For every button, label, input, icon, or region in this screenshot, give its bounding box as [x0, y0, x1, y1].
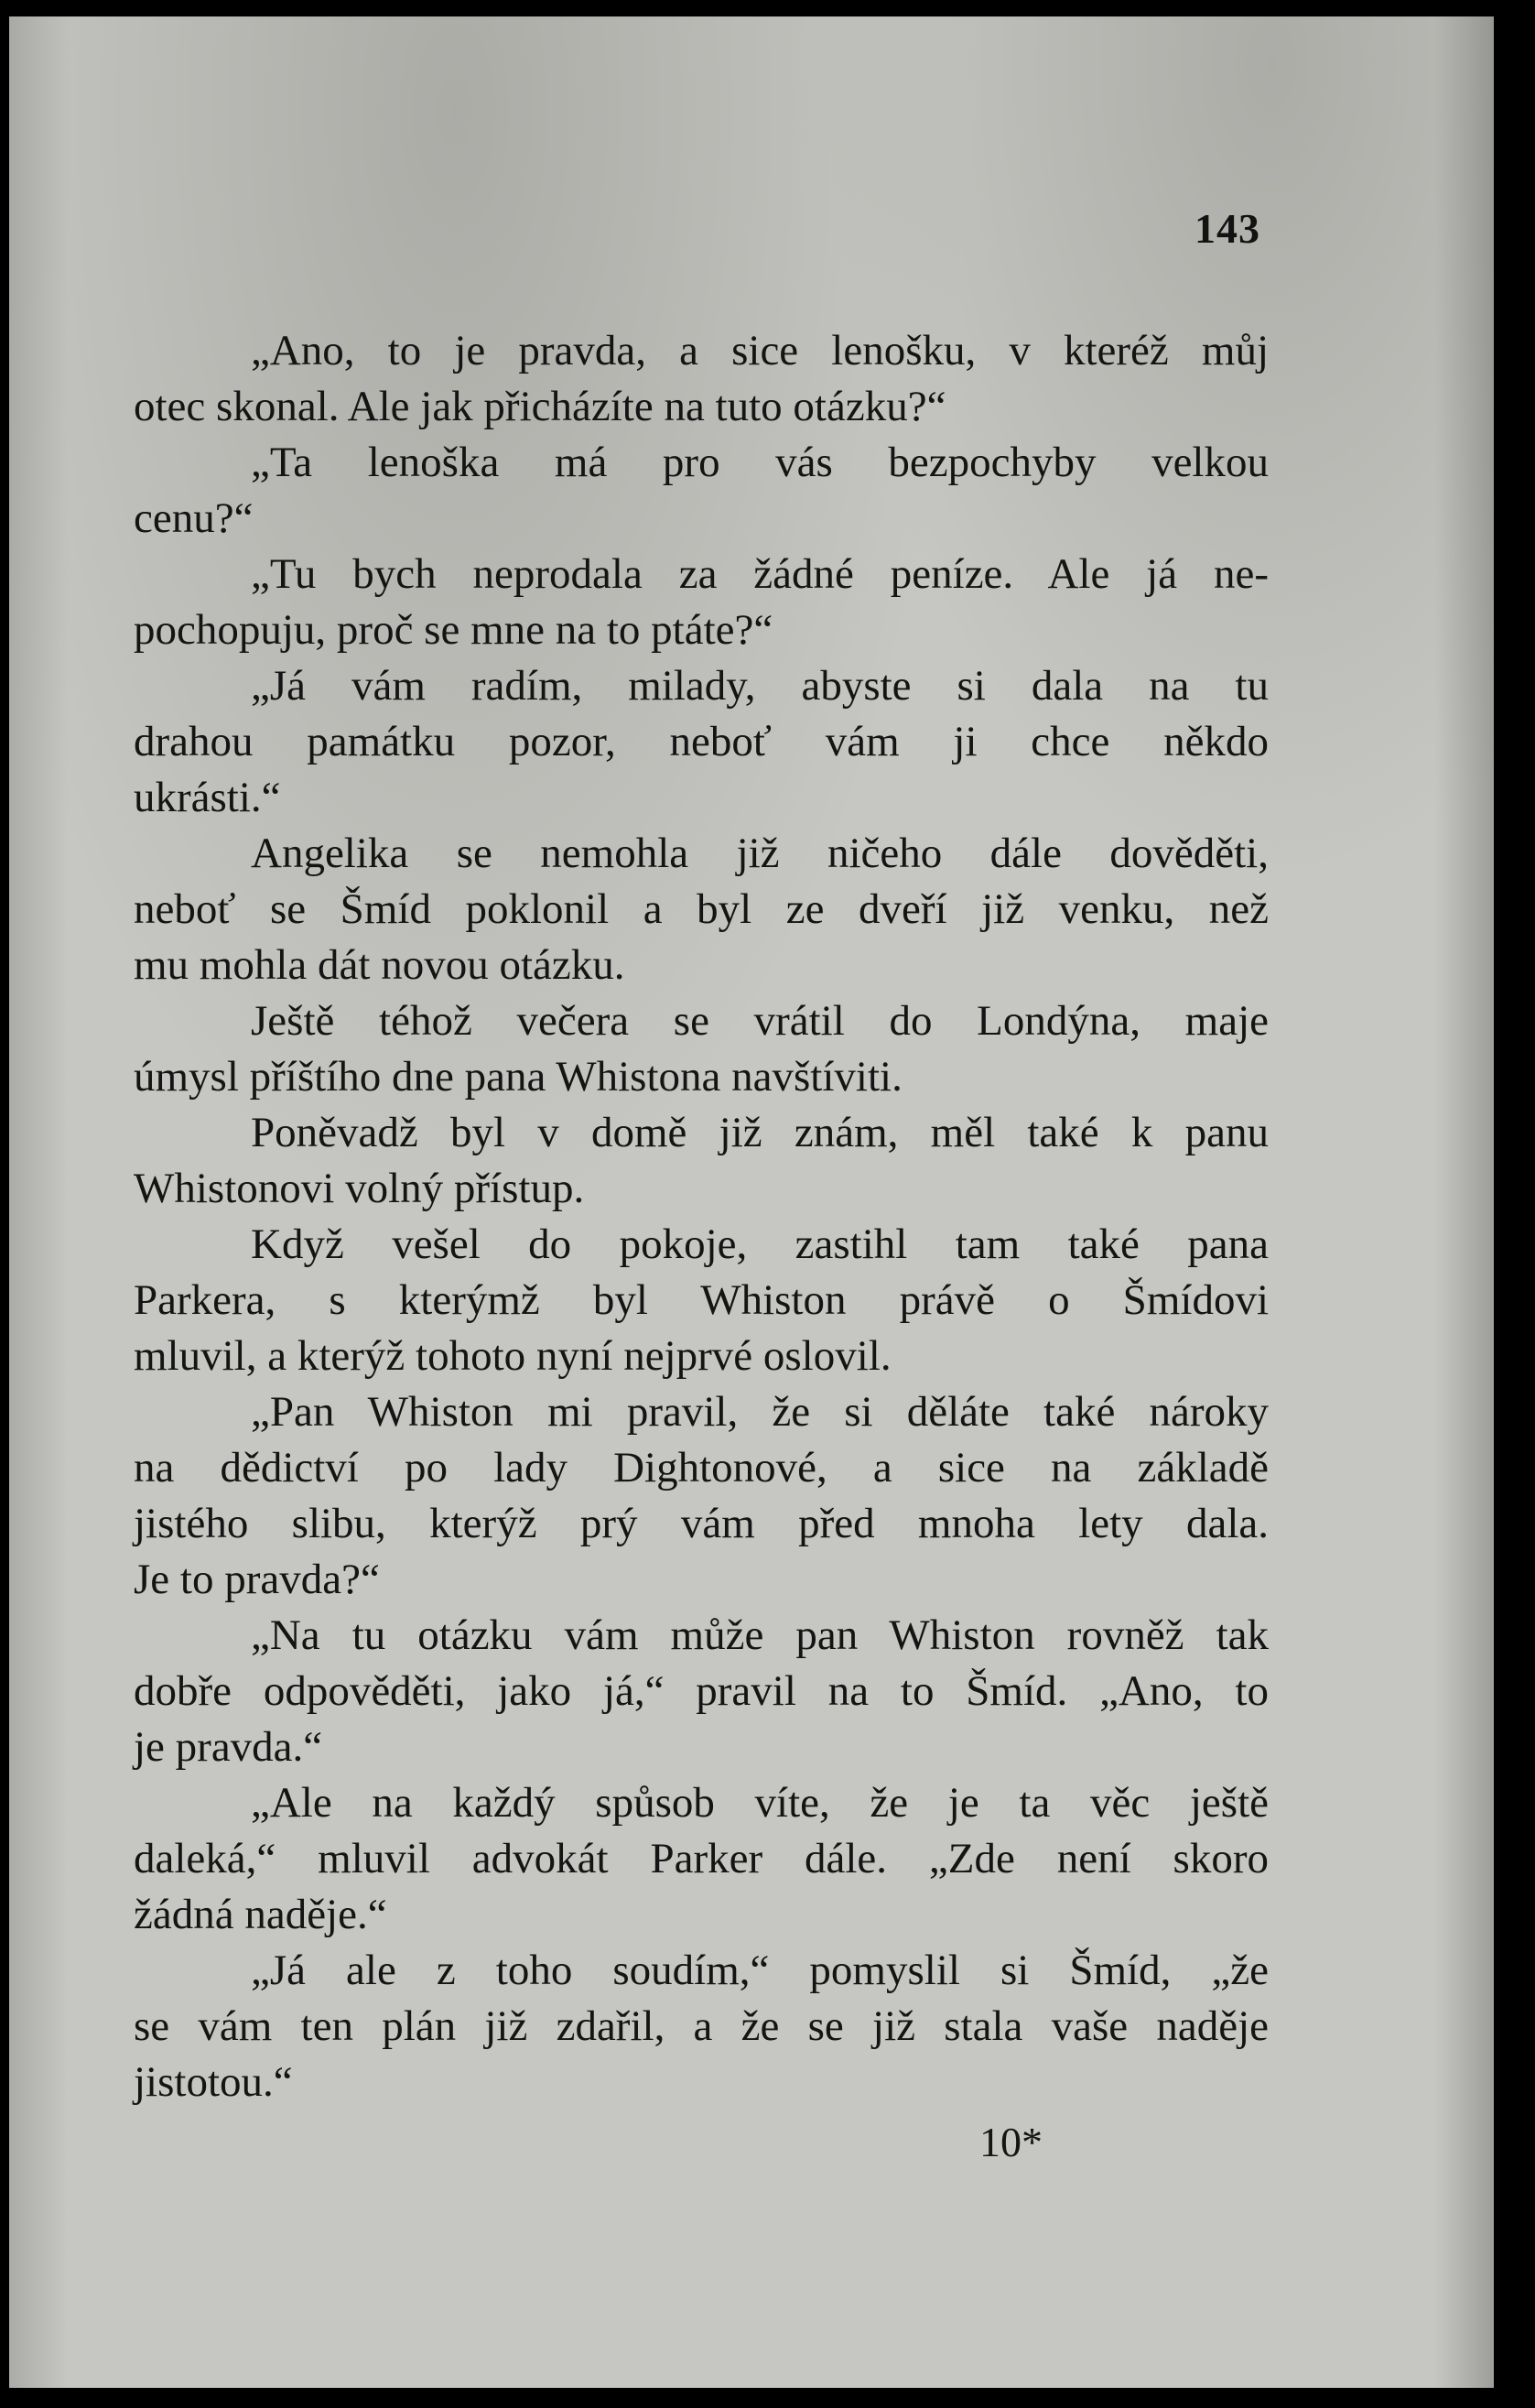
text-line: cenu?“	[134, 494, 254, 542]
body-text	[134, 323, 1269, 2110]
text-line: mluvil, a kterýž tohoto nyní nejprvé oslovil.	[134, 1332, 892, 1380]
text-line: otec skonal. Ale jak přicházíte na tuto otázku?“	[134, 383, 946, 430]
text-line: je pravda.“	[134, 1723, 323, 1771]
book-page	[9, 16, 1494, 2388]
text-line: „Tu bych neprodala za žádné peníze. Ale já ne-	[251, 550, 1269, 598]
text-line: „Já vám radím, milady, abyste si dala na tu	[251, 662, 1269, 710]
text-line: Když vešel do pokoje, zastihl tam také pana	[251, 1220, 1269, 1268]
text-line: mu mohla dát novou otázku.	[134, 941, 625, 989]
text-line: daleká,“ mluvil advokát Parker dále. „Zde není skoro	[134, 1835, 1269, 1882]
text-line: pochopuju, proč se mne na to ptáte?“	[134, 606, 773, 654]
text-line: „Ale na každý spůsob víte, že je ta věc ještě	[251, 1779, 1269, 1827]
text-line: Ještě téhož večera se vrátil do Londýna, maje	[251, 997, 1269, 1045]
text-line: úmysl příštího dne pana Whistona navštíviti.	[134, 1053, 903, 1101]
text-line: jistého slibu, kterýž prý vám před mnoha lety dala.	[134, 1500, 1269, 1547]
text-line: žádná naděje.“	[134, 1891, 387, 1938]
text-line: „Na tu otázku vám může pan Whiston rovněž tak	[251, 1611, 1269, 1659]
text-line: drahou památku pozor, neboť vám ji chce někdo	[134, 718, 1269, 765]
text-line: dobře odpověděti, jako já,“ pravil na to Šmíd. „Ano, to	[134, 1667, 1269, 1715]
text-line: „Ta lenoška má pro vás bezpochyby velkou	[251, 439, 1269, 486]
text-line: Whistonovi volný přístup.	[134, 1165, 585, 1212]
text-line: na dědictví po lady Dightonové, a sice na základě	[134, 1444, 1269, 1491]
text-line: Angelika se nemohla již ničeho dále dověděti,	[251, 830, 1269, 877]
text-line: Poněvadž byl v domě již znám, měl také k panu	[251, 1109, 1269, 1156]
text-line: Je to pravda?“	[134, 1556, 380, 1603]
page-number: 143	[1194, 205, 1260, 252]
text-line: neboť se Šmíd poklonil a byl ze dveří již venku, než	[134, 885, 1269, 933]
text-line: jistotou.“	[134, 2058, 293, 2106]
text-line: se vám ten plán již zdařil, a že se již stala vaše naděje	[134, 2002, 1269, 2050]
text-line: „Ano, to je pravda, a sice lenošku, v kteréž můj	[251, 327, 1269, 374]
text-line: Parkera, s kterýmž byl Whiston právě o Šmídovi	[134, 1276, 1269, 1324]
text-line: „Pan Whiston mi pravil, že si děláte také nároky	[251, 1388, 1269, 1436]
signature-mark: 10*	[979, 2119, 1043, 2165]
text-line: ukrásti.“	[134, 774, 281, 821]
text-line: „Já ale z toho soudím,“ pomyslil si Šmíd, „že	[251, 1947, 1269, 1994]
